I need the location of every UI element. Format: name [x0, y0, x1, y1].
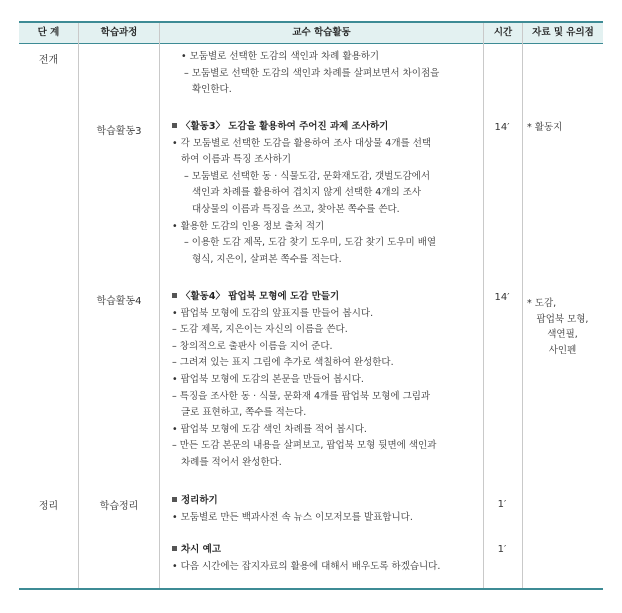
bullet-line: • 활용한 도감의 인용 정보 출처 적기 [172, 220, 325, 232]
next-lesson-time: 1′ [497, 544, 507, 555]
square-bullet-icon [172, 497, 177, 502]
header-process: 학습과정 [100, 27, 138, 38]
column-divider [483, 23, 484, 588]
sub-line: – 모둠별로 선택한 도감의 색인과 차례를 살펴보면서 차이점을 [184, 67, 440, 79]
activity4-title: 〈활동4〉 팝업북 모형에 도감 만들기 [172, 289, 482, 306]
sub-line: – 이용한 도감 제목, 도감 찾기 도우미, 도감 찾기 도우미 배열 [184, 237, 437, 249]
square-bullet-icon [172, 123, 177, 128]
column-divider [159, 23, 160, 588]
material-item: 팝업북 모형, [536, 313, 589, 325]
activity3-materials [522, 120, 603, 136]
bullet-line-cont: 하여 이름과 특징 조사하기 [181, 154, 292, 166]
stage-wrapup: 정리 [38, 501, 59, 512]
summary-title: 정리하기 [172, 493, 482, 510]
dash-line-cont: 글로 표현하고, 쪽수를 적는다. [181, 407, 307, 419]
activity4-materials [522, 296, 603, 358]
dash-line: – 창의적으로 출판사 이름을 지어 준다. [172, 340, 333, 352]
summary-time: 1′ [497, 499, 507, 510]
bullet-line: • 모둠별로 만든 백과사전 속 뉴스 이모저모를 발표합니다. [172, 511, 413, 523]
material-item: 사인펜 [548, 344, 577, 356]
sub-line-cont: 확인한다. [192, 84, 232, 96]
header-stage: 단 계 [37, 27, 60, 38]
material-item: * 도감, [527, 298, 557, 309]
header-divider [19, 43, 603, 44]
bullet-line: • 팝업북 모형에 도감의 본문을 만들어 봅시다. [172, 373, 364, 385]
dash-line: – 그려져 있는 표지 그림에 추가로 색칠하여 완성한다. [172, 357, 394, 369]
process-activity3: 학습활동3 [96, 126, 142, 137]
bullet-line: • 팝업북 모형에 도감 색인 차례를 적어 봅시다. [172, 423, 367, 435]
bullet-line: • 다음 시간에는 잡지자료의 활용에 대해서 배우도록 하겠습니다. [172, 560, 441, 572]
intro-activity-block [172, 49, 482, 99]
sub-line-cont: 형식, 지은이, 살펴본 쪽수를 적는다. [192, 253, 342, 265]
bullet-line: • 모둠별로 선택한 도감의 색인과 차례 활용하기 [181, 51, 380, 62]
process-activity4: 학습활동4 [96, 296, 142, 307]
dash-line-cont: 차례를 적어서 완성한다. [181, 456, 282, 468]
activity4-block [172, 289, 482, 472]
summary-block [172, 493, 482, 526]
dash-line: – 도감 제목, 지은이는 자신의 이름을 쓴다. [172, 324, 348, 336]
dash-line: – 특징을 조사한 동 · 식물, 문화재 4개를 팝업북 모형에 그림과 [172, 390, 431, 402]
sub-line-cont: 대상물의 이름과 특징을 쓰고, 찾아본 쪽수를 쓴다. [192, 203, 400, 215]
material-item: 색연필, [547, 329, 578, 340]
square-bullet-icon [172, 546, 177, 551]
bullet-line: • 각 모둠별로 선택한 도감을 활용하여 조사 대상물 4개를 선택 [172, 137, 432, 149]
header-materials: 자료 및 유의점 [532, 27, 594, 38]
process-summary: 학습정리 [99, 501, 139, 512]
stage-development: 전개 [38, 55, 59, 66]
activity3-block [172, 119, 482, 268]
bullet-line: • 팝업북 모형에 도감의 앞표지를 만들어 봅시다. [172, 307, 374, 319]
next-lesson-title: 차시 예고 [172, 542, 482, 559]
header-time: 시간 [493, 27, 513, 38]
header-activity: 교수 학습활동 [292, 27, 351, 38]
sub-line: – 모둠별로 선택한 동 · 식물도감, 문화재도감, 갯벌도감에서 [184, 170, 431, 182]
sub-line-cont: 색인과 차례를 활용하여 겹치지 않게 선택한 4개의 조사 [192, 187, 422, 199]
activity3-title: 〈활동3〉 도감을 활용하여 주어진 과제 조사하기 [172, 119, 482, 136]
activity4-time: 14′ [494, 292, 510, 303]
square-bullet-icon [172, 293, 177, 298]
material-item: * 활동지 [527, 122, 563, 133]
dash-line: – 만든 도감 본문의 내용을 살펴보고, 팝업북 모형 뒷면에 색인과 [172, 440, 437, 452]
table-bottom-border [19, 588, 603, 590]
next-lesson-block [172, 542, 482, 575]
activity3-time: 14′ [494, 122, 510, 133]
